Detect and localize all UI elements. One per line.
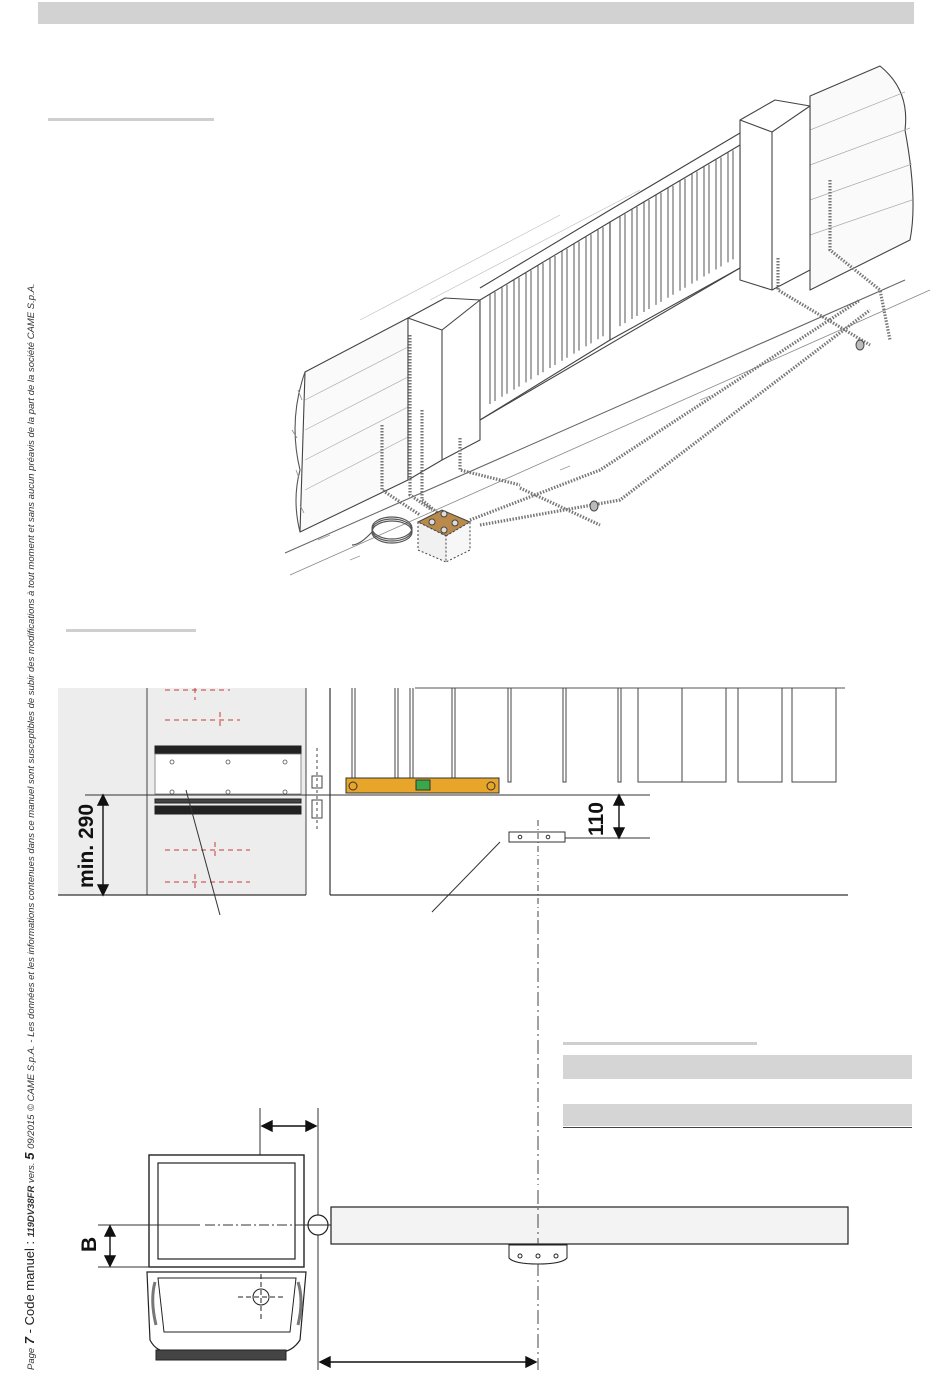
operator-body [147, 1155, 306, 1360]
version-label: vers. [26, 1159, 37, 1186]
fixing-height-diagram [0, 680, 950, 930]
dimension-min-290: min. 290 [75, 803, 98, 888]
junction-box [418, 510, 470, 562]
plan-view-diagram [0, 1100, 950, 1379]
fence-bar [738, 688, 782, 782]
cable-coil [352, 517, 412, 545]
footer-copyright: © CAME S.p.A. - Les données et les informations contenues dans ce manuel sont susceptibles de subir des modifications à tout moment et sans aucun préavis de la part de la société CAME S.p.A. [26, 283, 37, 1111]
fence-bar [638, 688, 682, 782]
spirit-level [346, 778, 499, 793]
footer-date: 09/2015 [26, 1114, 37, 1149]
page-number: 7 [22, 1336, 37, 1345]
code-label: - Code manuel : [22, 1237, 37, 1337]
fence-bar [563, 688, 566, 782]
fence-bar [792, 688, 836, 782]
gate-bracket [509, 832, 565, 842]
dimension-b: B [78, 1236, 101, 1252]
fence-bar [352, 688, 355, 782]
fence-bar [618, 688, 621, 782]
code-value: 119DV38FR [26, 1185, 37, 1238]
fence-bar [508, 688, 511, 782]
fence-bar [452, 688, 455, 782]
fence-bar [395, 688, 398, 782]
version-value: 5 [22, 1152, 37, 1160]
section-rule-2 [66, 629, 196, 632]
fence-bar [682, 688, 726, 782]
page-label: Page [26, 1347, 37, 1370]
dimension-110: 110 [585, 802, 608, 836]
plan-bracket [509, 1245, 567, 1264]
gate-installation-illustration [0, 0, 950, 600]
fence-bar [410, 688, 413, 782]
gate-leaf [331, 1207, 848, 1244]
